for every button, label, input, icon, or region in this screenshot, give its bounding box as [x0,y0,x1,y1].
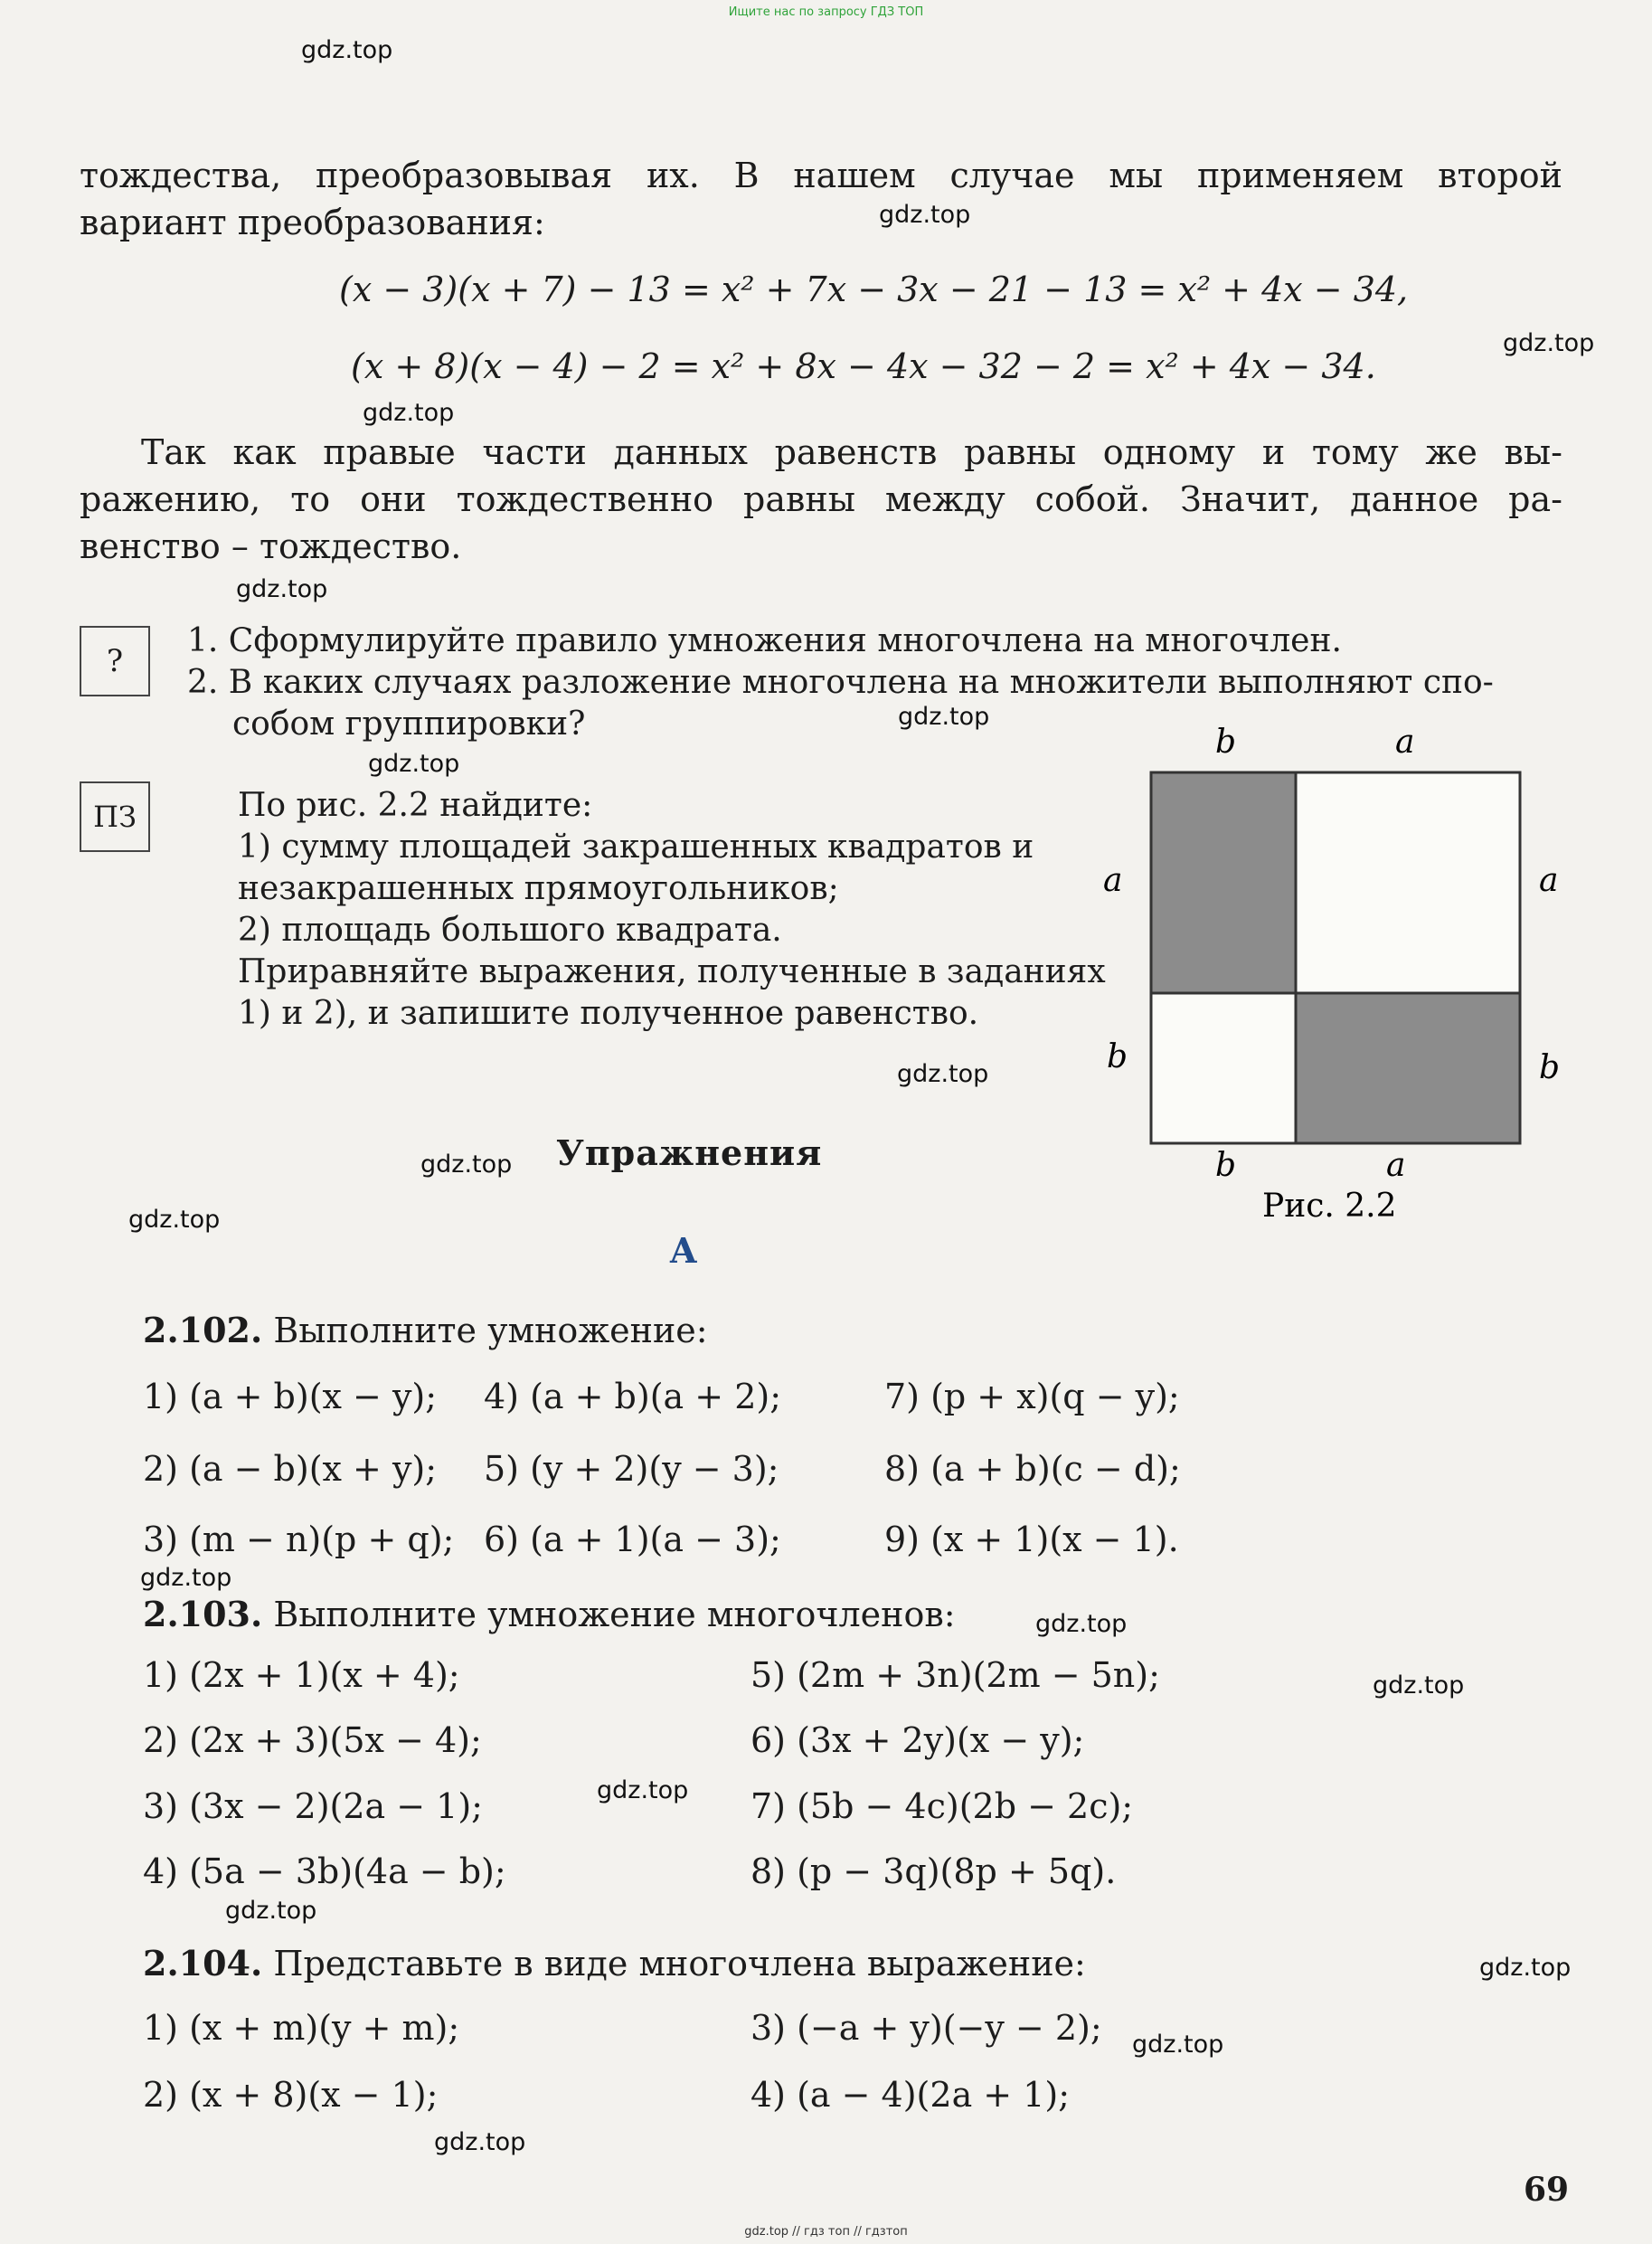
exercise-item: 5) (y + 2)(y − 3); [484,1449,779,1489]
practice-badge: ПЗ [80,781,150,852]
label-bottom-b: b [1215,1147,1237,1184]
exercise-item: 1) (x + m)(y + m); [143,2008,460,2048]
exercise-item: 8) (a + b)(c − d); [884,1449,1181,1489]
equation-2: (x + 8)(x − 4) − 2 = x² + 8x − 4x − 32 − 2 = x² + 4x − 34. [351,346,1376,386]
watermark: gdz.top [1503,329,1595,357]
watermark: gdz.top [236,575,328,603]
exercise-item: 6) (a + 1)(a − 3); [484,1520,781,1559]
exercise-item: 3) (3x − 2)(2a − 1); [143,1786,483,1826]
conclusion-line: ражению, то они тождественно равны между собой. Значит, данное ра- [80,479,1562,519]
exercise-item: 4) (5a − 3b)(4a − b); [143,1851,506,1891]
exercise-2-102-title [143,1310,708,1350]
watermark: gdz.top [597,1776,689,1804]
watermark: gdz.top [879,201,971,229]
label-right-b: b [1539,1049,1561,1086]
question-2-continued: собом группировки? [232,705,586,743]
exercise-item: 3) (m − n)(p + q); [143,1520,455,1559]
exercise-item: 2) (2x + 3)(5x − 4); [143,1720,482,1760]
watermark: gdz.top [301,36,393,64]
practice-line: По рис. 2.2 найдите: [238,787,593,824]
conclusion-line: венство – тождество. [80,526,462,566]
page-number: 69 [1524,2171,1570,2209]
watermark: gdz.top [363,399,455,427]
watermark: gdz.top [368,750,460,778]
label-top-a: a [1395,724,1415,761]
exercise-2-104-title [143,1943,1086,1984]
exercises-heading: Упражнения [556,1132,823,1173]
exercise-number: 2.104. [143,1943,263,1984]
exercise-item: 9) (x + 1)(x − 1). [884,1520,1179,1559]
watermark: gdz.top [434,2128,526,2156]
exercise-item: 6) (3x + 2y)(x − y); [750,1720,1085,1760]
top-banner: Ищите нас по запросу ГДЗ ТОП [728,5,924,19]
exercise-item: 3) (−a + y)(−y − 2); [750,2008,1102,2048]
watermark: gdz.top [897,1060,989,1088]
exercise-item: 1) (2x + 1)(x + 4); [143,1655,460,1695]
watermark: gdz.top [1035,1610,1128,1638]
conclusion-line: Так как правые части данных равенств равны одному и тому же вы- [141,432,1562,472]
intro-line: тождества, преобразовывая их. В нашем случае мы применяем второй [80,156,1562,195]
practice-line: 1) и 2), и запишите полученное равенство. [238,995,979,1032]
watermark: gdz.top [225,1897,317,1925]
intro-line: вариант преобразования: [80,203,545,242]
level-a-heading: A [670,1230,697,1271]
watermark: gdz.top [420,1150,513,1179]
practice-line: 2) площадь большого квадрата. [238,912,782,949]
shaded-square-b [1296,993,1520,1143]
intro-paragraph [80,152,1562,246]
label-left-a: a [1103,862,1123,899]
label-top-b: b [1215,724,1237,761]
practice-line: незакрашенных прямоугольников; [238,870,839,907]
conclusion-paragraph [80,429,1562,570]
exercise-item: 5) (2m + 3n)(2m − 5n); [750,1655,1160,1695]
practice-block [238,785,1106,1035]
exercise-item: 4) (a − 4)(2a + 1); [750,2075,1071,2115]
practice-line: Приравняйте выражения, полученные в заданиях [238,953,1106,990]
exercise-item: 1) (a + b)(x − y); [143,1377,438,1416]
watermark: gdz.top [898,703,990,731]
exercise-item: 2) (x + 8)(x − 1); [143,2075,439,2115]
bottom-banner: gdz.top // гдз топ // гдзтоп [744,2225,908,2239]
exercise-instruction: Представьте в виде многочлена выражение: [273,1944,1086,1984]
exercise-item: 4) (a + b)(a + 2); [484,1377,781,1416]
watermark: gdz.top [1373,1671,1465,1700]
label-left-b: b [1107,1038,1128,1075]
exercise-number: 2.103. [143,1594,263,1634]
exercise-2-103-title [143,1594,956,1634]
exercise-instruction: Выполните умножение многочленов: [273,1595,956,1634]
exercise-number: 2.102. [143,1310,263,1350]
shaded-square-a [1151,772,1296,993]
exercise-item: 7) (5b − 4c)(2b − 2c); [750,1786,1134,1826]
exercise-item: 2) (a − b)(x + y); [143,1449,438,1489]
figure-2-2 [1103,724,1573,1230]
figure-caption: Рис. 2.2 [1262,1188,1397,1225]
exercise-item: 8) (p − 3q)(8p + 5q). [750,1851,1117,1891]
exercise-instruction: Выполните умножение: [273,1311,708,1350]
practice-line: 1) сумму площадей закрашенных квадратов и [238,828,1034,866]
watermark: gdz.top [1479,1954,1572,1982]
watermark: gdz.top [1132,2031,1224,2059]
question-badge: ? [80,626,150,696]
exercise-item: 7) (p + x)(q − y); [884,1377,1180,1416]
label-right-a: a [1539,862,1559,899]
label-bottom-a: a [1386,1147,1406,1184]
watermark: gdz.top [128,1206,221,1234]
watermark: gdz.top [140,1564,232,1592]
question-2: 2. В каких случаях разложение многочлена на множители выполняют спо- [187,664,1494,701]
equation-1: (x − 3)(x + 7) − 13 = x² + 7x − 3x − 21 − 13 = x² + 4x − 34, [339,270,1409,309]
question-1: 1. Сформулируйте правило умножения многочлена на многочлен. [187,622,1342,659]
